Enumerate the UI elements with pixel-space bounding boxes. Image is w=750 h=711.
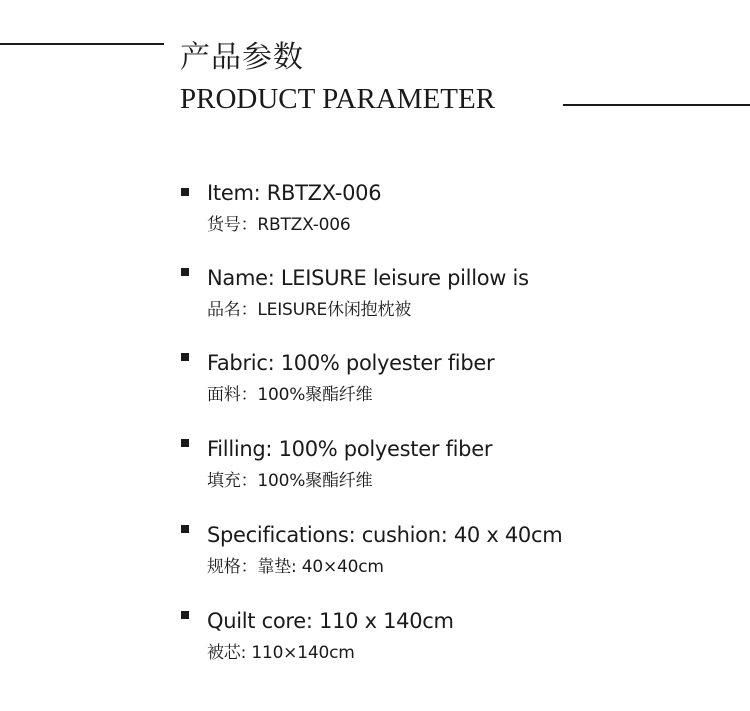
param-name-en: Name: LEISURE leisure pillow is bbox=[207, 266, 529, 290]
param-fabric-en: Fabric: 100% polyester fiber bbox=[207, 351, 495, 375]
param-specifications-cn: 规格：靠垫: 40×40cm bbox=[207, 557, 384, 577]
param-item-cn: 货号：RBTZX-006 bbox=[207, 215, 351, 235]
param-name-cn: 品名：LEISURE休闲抱枕被 bbox=[207, 300, 412, 320]
square-bullet-icon bbox=[181, 353, 189, 361]
square-bullet-icon bbox=[181, 439, 189, 447]
param-quilt-core-cn: 被芯: 110×140cm bbox=[207, 643, 355, 663]
param-filling-en: Filling: 100% polyester fiber bbox=[207, 437, 493, 461]
param-fabric-cn: 面料：100%聚酯纤维 bbox=[207, 385, 373, 405]
square-bullet-icon bbox=[181, 611, 189, 619]
param-item-en: Item: RBTZX-006 bbox=[207, 181, 382, 205]
section-title-cn: 产品参数 bbox=[180, 40, 304, 75]
param-specifications-en: Specifications: cushion: 40 x 40cm bbox=[207, 523, 563, 547]
square-bullet-icon bbox=[181, 525, 189, 533]
param-filling-cn: 填充：100%聚酯纤维 bbox=[207, 471, 373, 491]
square-bullet-icon bbox=[181, 188, 189, 196]
param-quilt-core-en: Quilt core: 110 x 140cm bbox=[207, 609, 454, 633]
section-title-en: PRODUCT PARAMETER bbox=[180, 83, 496, 115]
square-bullet-icon bbox=[181, 268, 189, 276]
